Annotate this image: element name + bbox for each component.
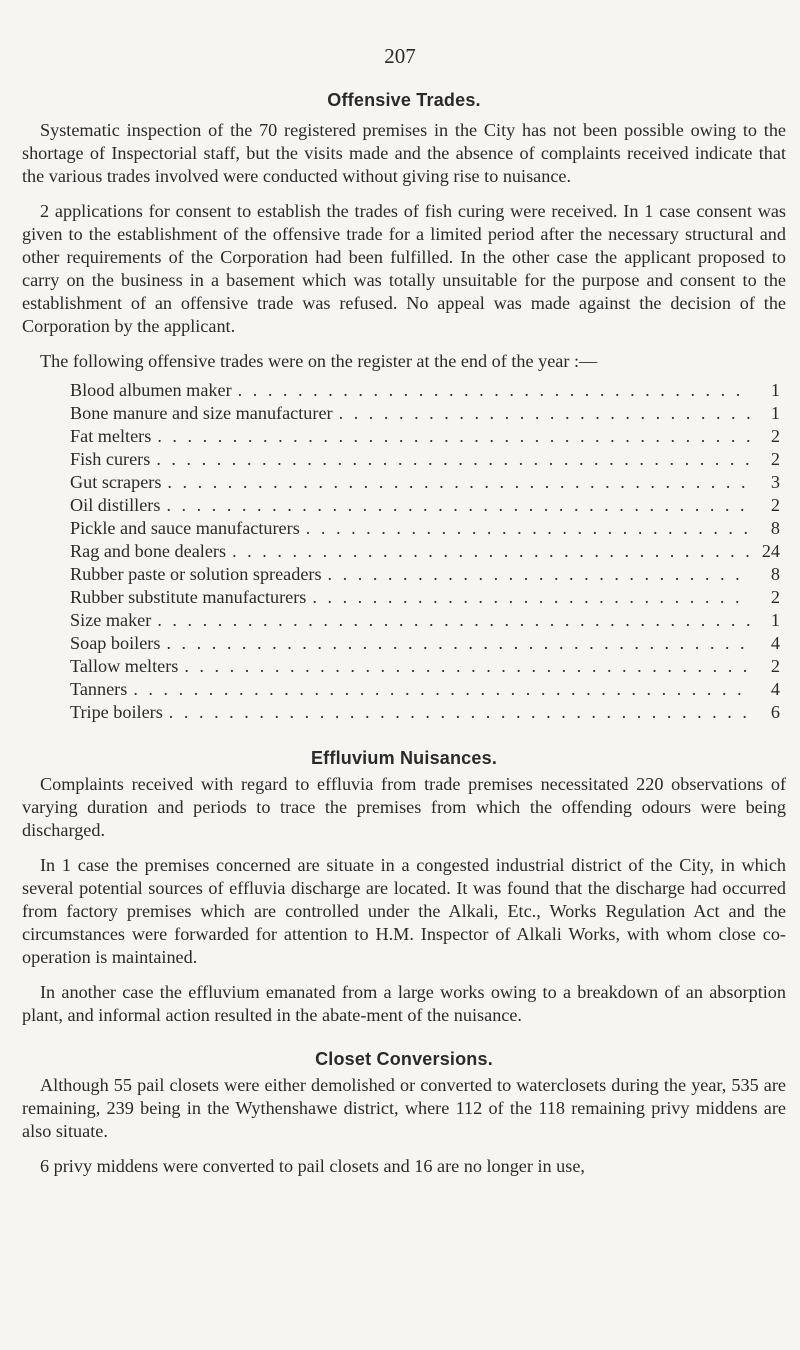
trade-row [70, 609, 780, 632]
trade-count: 2 [770, 495, 780, 515]
trade-row [70, 678, 780, 701]
trade-count: 4 [770, 633, 780, 653]
trade-name: Size maker [70, 610, 152, 630]
leader-dots [157, 425, 750, 448]
trade-row [70, 425, 780, 448]
trade-count: 2 [770, 656, 780, 676]
leader-dots [328, 563, 750, 586]
trade-row [70, 448, 780, 471]
trade-name: Tripe boilers [70, 702, 163, 722]
trade-count: 1 [770, 610, 780, 630]
trade-row [70, 379, 780, 402]
trade-name: Rubber substitute manufacturers [70, 587, 307, 607]
leader-dots [166, 632, 750, 655]
leader-dots [238, 379, 750, 402]
trade-name: Oil distillers [70, 495, 161, 515]
trade-count: 1 [770, 403, 780, 423]
trade-count: 1 [770, 380, 780, 400]
trade-count: 2 [770, 449, 780, 469]
leader-dots [339, 402, 750, 425]
trade-row [70, 563, 780, 586]
heading-effluvium-nuisances: Effluvium Nuisances. [310, 748, 498, 768]
leader-dots [157, 609, 750, 632]
trade-row [70, 701, 780, 724]
leader-dots [169, 701, 750, 724]
heading-offensive-trades: Offensive Trades. [327, 90, 481, 110]
trade-name: Fat melters [70, 426, 152, 446]
leader-dots [156, 448, 750, 471]
trade-count: 24 [761, 541, 780, 561]
page-content [22, 90, 786, 1178]
trade-row [70, 586, 780, 609]
trade-name: Tanners [70, 679, 128, 699]
trade-row [70, 655, 780, 678]
trade-row [70, 402, 780, 425]
trades-list [70, 379, 780, 724]
leader-dots [184, 655, 750, 678]
trade-name: Fish curers [70, 449, 151, 469]
trade-count: 2 [770, 426, 780, 446]
trade-row [70, 517, 780, 540]
trade-name: Tallow melters [70, 656, 179, 676]
trade-row [70, 471, 780, 494]
heading-closet-conversions: Closet Conversions. [315, 1049, 493, 1069]
trade-count: 8 [770, 518, 780, 538]
trade-count: 2 [770, 587, 780, 607]
paragraph-offensive-2: 2 applications for consent to establish the trades of fish curing were received. In 1 case consent was given to the establishment of the offensive trade for a limited period after the necessary structural and other requirements of the Corporation had been fulfilled. In the other case the applicant proposed to carry on the business in a basement which was totally unsuitable for the purpose and consent to the establishment of an offensive trade was refused. No appeal was made against the decision of the Corporation by the applicant. [22, 201, 786, 336]
paragraph-offensive-1: Systematic inspection of the 70 registered premises in the City has not been possible owing to the shortage of Inspectorial staff, but the visits made and the absence of complaints received indicate that the various trades involved were conducted without giving rise to nuisance. [22, 120, 786, 186]
trade-row [70, 632, 780, 655]
paragraph-closet-2: 6 privy middens were converted to pail closets and 16 are no longer in use, [40, 1156, 585, 1176]
trade-name: Gut scrapers [70, 472, 162, 492]
trade-count: 8 [770, 564, 780, 584]
trade-count: 4 [770, 679, 780, 699]
page-number: 207 [384, 44, 416, 68]
trade-name: Rubber paste or solution spreaders [70, 564, 322, 584]
trade-row [70, 494, 780, 517]
paragraph-effluvium-2: In 1 case the premises concerned are situate in a congested industrial district of the City, in which several potential sources of effluvia discharge are located. It was found that the discharge had occurred from factory premises which are controlled under the Alkali, Etc., Works Regulation Act and the circumstances were forwarded for attention to H.M. Inspector of Alkali Works, with whom close co-operation is maintained. [22, 855, 786, 967]
leader-dots [312, 586, 750, 609]
leader-dots [133, 678, 750, 701]
leader-dots [306, 517, 750, 540]
leader-dots [166, 494, 750, 517]
paragraph-effluvium-1: Complaints received with regard to effluvia from trade premises necessitated 220 observations of varying duration and periods to trace the premises from which the offending odours were being discharged. [22, 774, 786, 840]
trade-name: Pickle and sauce manufacturers [70, 518, 300, 538]
trade-name: Soap boilers [70, 633, 161, 653]
trade-name: Bone manure and size manufacturer [70, 403, 333, 423]
trade-name: Rag and bone dealers [70, 541, 227, 561]
paragraph-offensive-3: The following offensive trades were on the register at the end of the year :— [40, 351, 598, 371]
trade-row [70, 540, 780, 563]
leader-dots [232, 540, 750, 563]
paragraph-closet-1: Although 55 pail closets were either demolished or converted to waterclosets during the year, 535 are remaining, 239 being in the Wythenshawe district, where 112 of the 118 remaining privy middens are also situate. [22, 1075, 786, 1141]
trade-count: 6 [770, 702, 780, 722]
trade-count: 3 [770, 472, 780, 492]
leader-dots [167, 471, 750, 494]
trade-name: Blood albumen maker [70, 380, 232, 400]
paragraph-effluvium-3: In another case the effluvium emanated from a large works owing to a breakdown of an absorption plant, and informal action resulted in the abate-ment of the nuisance. [22, 982, 786, 1025]
